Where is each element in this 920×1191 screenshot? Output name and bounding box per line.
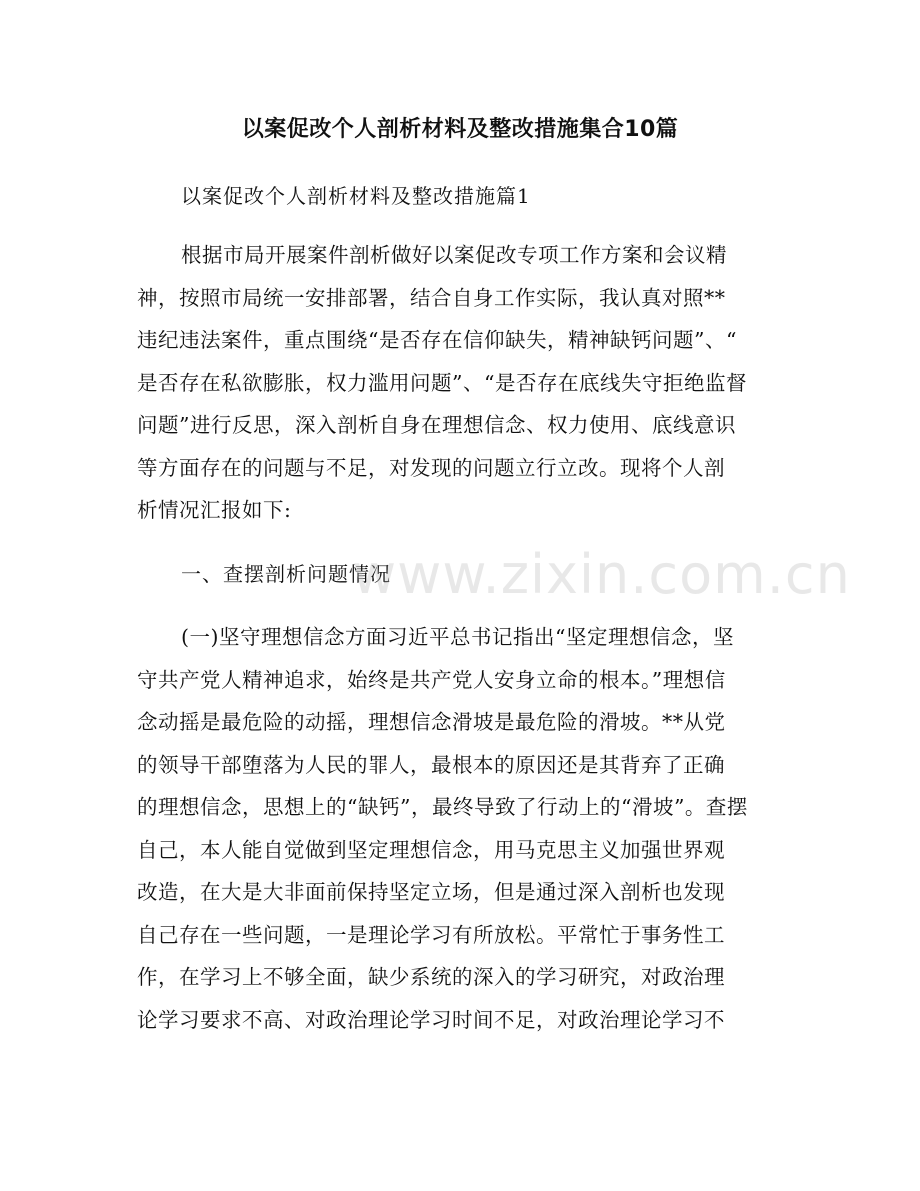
paragraph-line: 作，在学习上不够全面，缺少系统的深入的学习研究，对政治理 <box>137 965 725 989</box>
section-heading: 一、查摆剖析问题情况 <box>181 562 391 586</box>
paragraph-line: 自己存在一些问题，一是理论学习有所放松。平常忙于事务性工 <box>137 922 725 947</box>
paragraph-line: 神，按照市局统一安排部署，结合自身工作实际，我认真对照** <box>137 285 726 310</box>
section-subtitle: 以案促改个人剖析材料及整改措施篇1 <box>181 184 531 208</box>
paragraph-line: (一)坚守理想信念方面习近平总书记指出“坚定理想信念，坚 <box>181 625 734 649</box>
paragraph-line: 是否存在私欲膨胀，权力滥用问题”、“是否存在底线失守拒绝监督 <box>137 370 747 395</box>
watermark: www.zixin.com.cn <box>352 543 851 606</box>
paragraph-line: 的理想信念，思想上的“缺钙”，最终导致了行动上的“滑坡”。查摆 <box>137 795 748 819</box>
paragraph-line: 等方面存在的问题与不足，对发现的问题立行立改。现将个人剖 <box>137 455 725 480</box>
paragraph-line: 自己，本人能自觉做到坚定理想信念，用马克思主义加强世界观 <box>137 837 725 862</box>
paragraph-line: 根据市局开展案件剖析做好以案促改专项工作方案和会议精 <box>181 243 727 267</box>
paragraph-line: 析情况汇报如下: <box>137 498 292 522</box>
paragraph-line: 论学习要求不高、对政治理论学习时间不足，对政治理论学习不 <box>137 1007 725 1032</box>
paragraph-ideals <box>137 616 785 1041</box>
paragraph-line: 改造，在大是大非面前保持坚定立场，但是通过深入剖析也发现 <box>137 880 725 904</box>
paragraph-line: 念动摇是最危险的动摇，理想信念滑坡是最危险的滑坡。**从党 <box>137 710 726 734</box>
paragraph-line: 违纪违法案件，重点围绕“是否存在信仰缺失，精神缺钙问题”、“ <box>137 328 737 352</box>
paragraph-line: 问题”进行反思，深入剖析自身在理想信念、权力使用、底线意识 <box>137 413 736 437</box>
document-title: 以案促改个人剖析材料及整改措施集合10篇 <box>241 117 679 142</box>
paragraph-line: 的领导干部堕落为人民的罪人，最根本的原因还是其背弃了正确 <box>137 752 725 777</box>
paragraph-intro <box>137 234 785 532</box>
paragraph-line: 守共产党人精神追求，始终是共产党人安身立命的根本。”理想信 <box>137 667 726 692</box>
